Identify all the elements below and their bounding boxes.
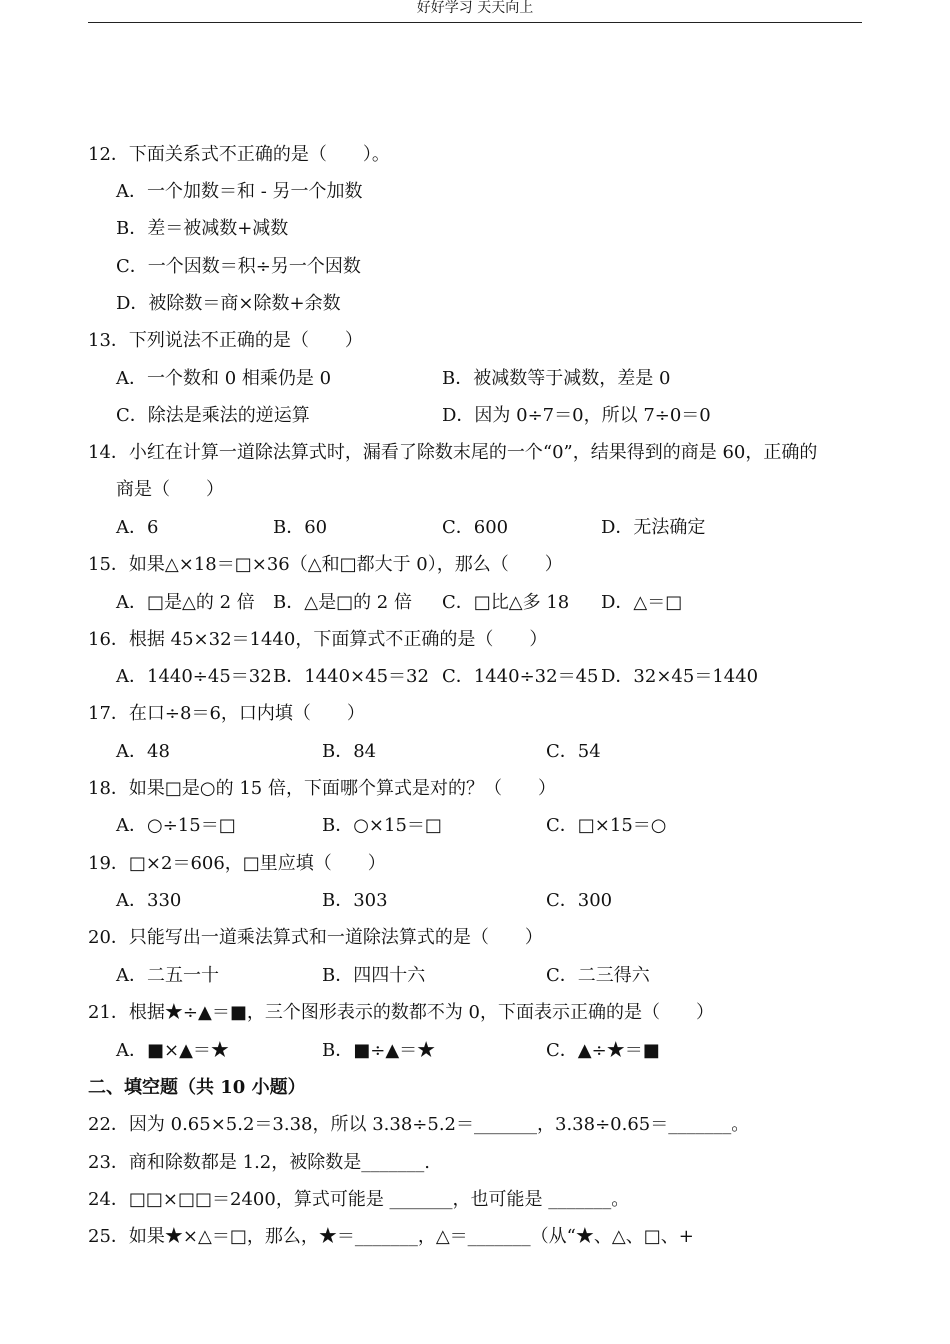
choice-C: C．二三得六	[546, 965, 650, 986]
question-14-cont	[0, 475, 950, 505]
line-text: C．一个因数＝积÷另一个因数	[116, 256, 361, 277]
question-22	[0, 1110, 950, 1140]
question-16	[0, 625, 950, 655]
choice-A: A．6	[116, 517, 159, 538]
options-row	[0, 1036, 950, 1066]
choice-B: B．○×15＝□	[322, 815, 442, 836]
choice-C: C．1440÷32＝45	[442, 666, 599, 687]
question-20	[0, 923, 950, 953]
option-b	[0, 214, 950, 244]
page-header	[88, 0, 862, 23]
question-14	[0, 438, 950, 468]
choice-B: B．84	[322, 741, 377, 762]
line-text: 25．如果★×△＝□，那么，★＝_______，△＝_______（从“★、△、□、+	[88, 1226, 694, 1247]
choice-D: D．32×45＝1440	[601, 666, 759, 687]
line-text: B．差＝被减数+减数	[116, 218, 289, 239]
question-19	[0, 849, 950, 879]
options-row	[0, 364, 950, 394]
line-text: 13．下列说法不正确的是（ ）	[88, 330, 363, 351]
choice-C: C．54	[546, 741, 601, 762]
question-15	[0, 550, 950, 580]
option-a	[0, 177, 950, 207]
line-text: 12．下面关系式不正确的是（ ）。	[88, 144, 390, 165]
choice-A: A．■×▲＝★	[116, 1040, 229, 1061]
choice-B: B．△是□的 2 倍	[273, 592, 412, 613]
choice-A: C．除法是乘法的逆运算	[116, 405, 310, 426]
line-text: 19．□×2＝606，□里应填（ ）	[88, 853, 386, 874]
line-text: 24．□□×□□＝2400，算式可能是 _______，也可能是 _______。	[88, 1189, 630, 1210]
choice-C: C．600	[442, 517, 509, 538]
choice-D: D．△＝□	[601, 592, 683, 613]
choice-B: D．因为 0÷7＝0，所以 7÷0＝0	[442, 405, 711, 426]
line-text: 20．只能写出一道乘法算式和一道除法算式的是（ ）	[88, 927, 543, 948]
choice-A: A．一个数和 0 相乘仍是 0	[116, 368, 332, 389]
question-12	[0, 140, 950, 170]
question-13	[0, 326, 950, 356]
line-text: 二、填空题（共 10 小题）	[88, 1077, 306, 1098]
line-text: D．被除数＝商×除数+余数	[116, 293, 341, 314]
question-21	[0, 998, 950, 1028]
line-text: A．一个加数＝和 - 另一个加数	[116, 181, 363, 202]
header-motto: 好好学习 天天向上	[416, 0, 534, 16]
options-row	[0, 401, 950, 431]
options-row	[0, 588, 950, 618]
choice-C: C．□比△多 18	[442, 592, 570, 613]
question-18	[0, 774, 950, 804]
choice-B: B．60	[273, 517, 328, 538]
question-24	[0, 1185, 950, 1215]
line-text: 21．根据★÷▲＝■，三个图形表示的数都不为 0，下面表示正确的是（ ）	[88, 1002, 715, 1023]
choice-C: C．□×15＝○	[546, 815, 667, 836]
line-text: 16．根据 45×32＝1440，下面算式不正确的是（ ）	[88, 629, 548, 650]
option-d	[0, 289, 950, 319]
choice-C: C．300	[546, 890, 613, 911]
choice-B: B．■÷▲＝★	[322, 1040, 436, 1061]
choice-A: A．330	[116, 890, 182, 911]
options-row	[0, 662, 950, 692]
choice-D: D．无法确定	[601, 517, 706, 538]
choice-A: A．○÷15＝□	[116, 815, 236, 836]
question-17	[0, 699, 950, 729]
options-row	[0, 737, 950, 767]
question-23	[0, 1148, 950, 1178]
choice-A: A．二五一十	[116, 965, 219, 986]
choice-B: B．1440×45＝32	[273, 666, 429, 687]
choice-B: B．303	[322, 890, 388, 911]
options-row	[0, 961, 950, 991]
line-text: 18．如果□是○的 15 倍，下面哪个算式是对的？（ ）	[88, 778, 556, 799]
line-text: 15．如果△×18＝□×36（△和□都大于 0），那么（ ）	[88, 554, 563, 575]
line-text: 14．小红在计算一道除法算式时，漏看了除数末尾的一个“0”，结果得到的商是 60，正确的	[88, 442, 818, 463]
choice-C: C．▲÷★＝■	[546, 1040, 660, 1061]
line-text: 23．商和除数都是 1.2，被除数是_______.	[88, 1152, 430, 1173]
choice-B: B．四四十六	[322, 965, 426, 986]
choice-A: A．48	[116, 741, 170, 762]
choice-A: A．□是△的 2 倍	[116, 592, 255, 613]
options-row	[0, 513, 950, 543]
section-heading	[0, 1073, 950, 1103]
option-c	[0, 252, 950, 282]
line-text: 17．在口÷8＝6，口内填（ ）	[88, 703, 365, 724]
line-text: 22．因为 0.65×5.2＝3.38，所以 3.38÷5.2＝_______，3.38÷0.65＝_______。	[88, 1114, 750, 1135]
choice-A: A．1440÷45＝32	[116, 666, 272, 687]
options-row	[0, 886, 950, 916]
choice-B: B．被减数等于减数，差是 0	[442, 368, 671, 389]
options-row	[0, 811, 950, 841]
question-25	[0, 1222, 950, 1252]
line-text: 商是（ ）	[116, 479, 224, 500]
